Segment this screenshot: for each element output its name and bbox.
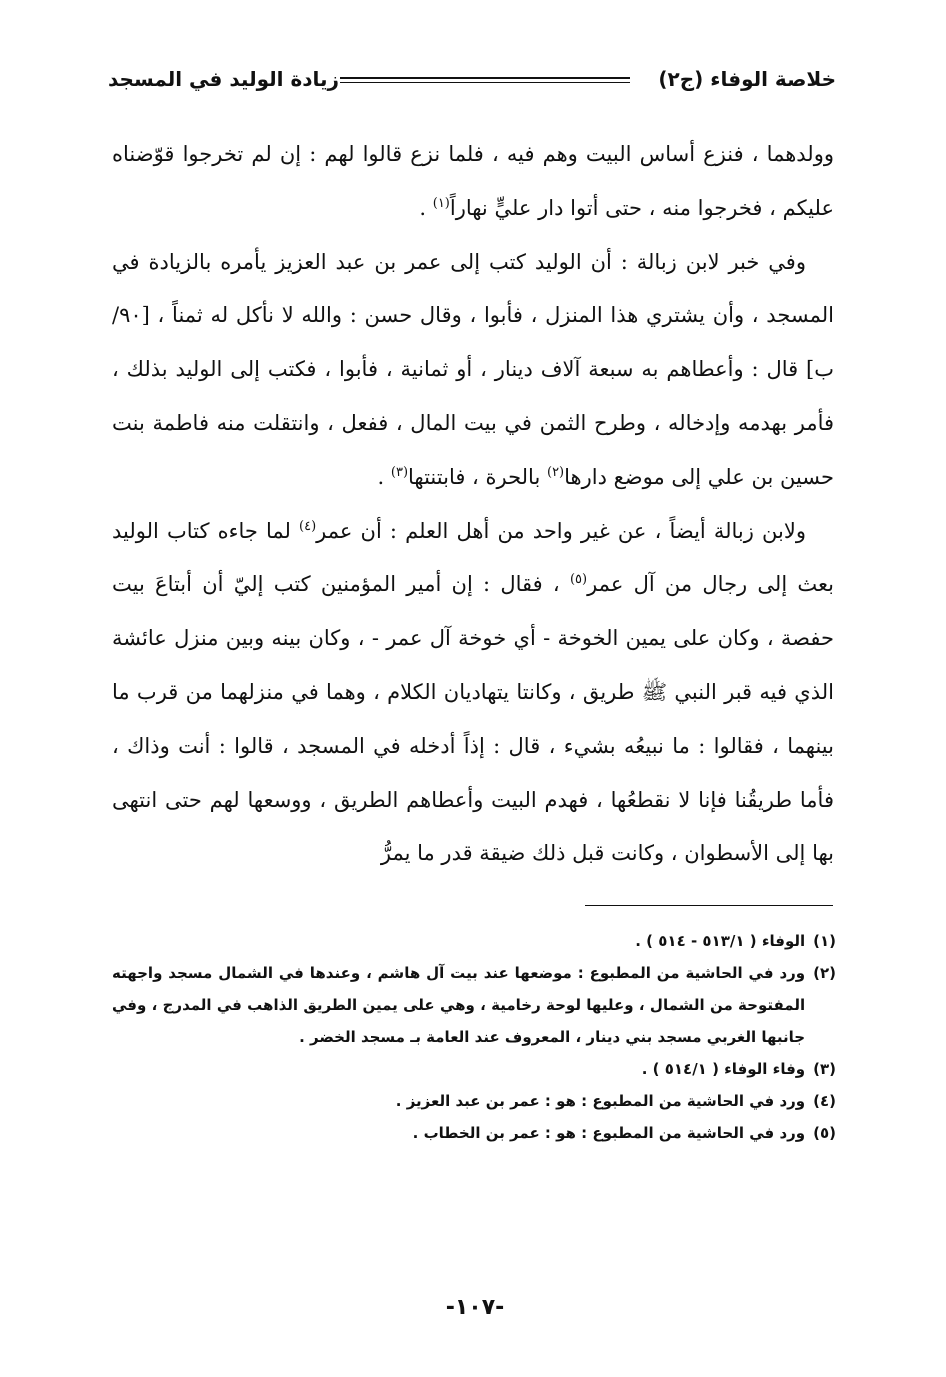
footnote-text: ورد في الحاشية من المطبوع : موضعها عند بيت آل هاشم ، وعندها في الشمال مسجد واجهته المفتوحة من الشمال ، وعليها لوحة رخامية ، وهي على يمين الطريق الذاهب في المدرج ، وفي جانبها الغربي مسجد بني دينار ، المعروف عند العامة بـ مسجد الخضر . [112,964,806,1046]
page-number: -١٠٧- [445,1295,505,1320]
footnote-4 [112,1085,836,1117]
footnote-separator [585,905,833,906]
paragraph-3-text-2: لما جاءه كتاب الوليد بعث إلى رجال من آل عمر [112,518,835,597]
footnote-number: (٥) [813,1124,836,1142]
footnote-number: (٤) [813,1092,836,1110]
paragraph-1 [112,128,834,236]
footnote-ref-3: (٣) [390,464,409,480]
footnote-text: الوفاء ( ٥١٣/١ - ٥١٤ ) . [635,932,806,950]
footnote-number: (١) [813,932,836,950]
section-title: زيادة الوليد في المسجد [108,67,340,91]
footnote-ref-2: (٢) [546,464,565,480]
footnote-ref-5: (٥) [569,572,588,588]
paragraph-3 [112,505,834,882]
paragraph-2-text-1: وفي خبر لابن زبالة : أن الوليد كتب إلى عمر بن عبد العزيز يأمره بالزيادة في المسجد ، وأن يشتري هذا المنزل ، فأبوا ، وقال حسن : والله لا نأكل له ثمناً ، [٩٠/ب] قال : وأعطاهم به سبعة آلاف دينار ، أو ثمانية ، فأبوا ، فكتب إلى الوليد بذلك ، فأمر بهدمه وإدخاله ، وطرح الثمن في بيت المال ، ففعل ، وانتقلت منه فاطمة بنت حسين بن علي إلى موضع دارها [112,249,834,489]
footnote-number: (٢) [813,964,836,982]
footnote-1 [112,925,836,957]
footnotes [112,925,836,1149]
running-header [108,66,836,92]
paragraph-1-text: وولدهما ، فنزع أساس البيت وهم فيه ، فلما نزع قالوا لهم : إن لم تخرجوا قوّضناه عليكم ، فخرجوا منه ، حتى أتوا دار عليٍّ نهاراً [112,142,834,220]
paragraph-2-text-2: بالحرة ، فابتنتها [408,464,547,489]
paragraph-1-end: . [419,195,433,220]
paragraph-2-end: . [377,464,391,489]
paragraph-3-text-3: ، فقال : إن أمير المؤمنين كتب إليّ أن أبتاعَ بيت حفصة ، وكان على يمين الخوخة - أي خوخة آل عمر - ، وكان بينه وبين منزل عائشة الذي فيه قبر النبي ﷺ طريق ، وكانتا يتهاديان الكلام ، وهما في منزلهما من قرب ما بينهما ، فقالوا : ما نبيعُه بشيء ، قال : إذاً أدخله في المسجد ، قالوا : أنت وذاك ، فأما طريقُنا فإنا لا نقطعُها ، فهدم البيت وأعطاهم الطريق ، ووسعها لهم حتى انتهى بها إلى الأسطوان ، وكانت قبل ذلك ضيقة قدر ما يمرُّ [112,572,834,866]
header-rule [340,77,630,83]
footnote-ref-4: (٤) [299,518,317,534]
book-title: خلاصة الوفاء (ج٢) [658,67,836,91]
footnote-text: وفاء الوفاء ( ٥١٤/١ ) . [641,1060,806,1078]
paragraph-3-text-1: ولابن زبالة أيضاً ، عن غير واحد من أهل العلم : أن عمر [316,518,806,543]
paragraph-2 [112,236,834,505]
main-text [112,128,834,881]
footnote-text: ورد في الحاشية من المطبوع : هو : عمر بن الخطاب . [412,1124,806,1142]
footnote-number: (٣) [813,1060,836,1078]
footnote-text: ورد في الحاشية من المطبوع : هو : عمر بن عبد العزيز . [395,1092,806,1110]
footnote-ref-1: (١) [432,195,450,211]
footnote-5 [112,1117,836,1149]
footnote-3 [112,1053,836,1085]
footnote-2 [112,957,836,1053]
